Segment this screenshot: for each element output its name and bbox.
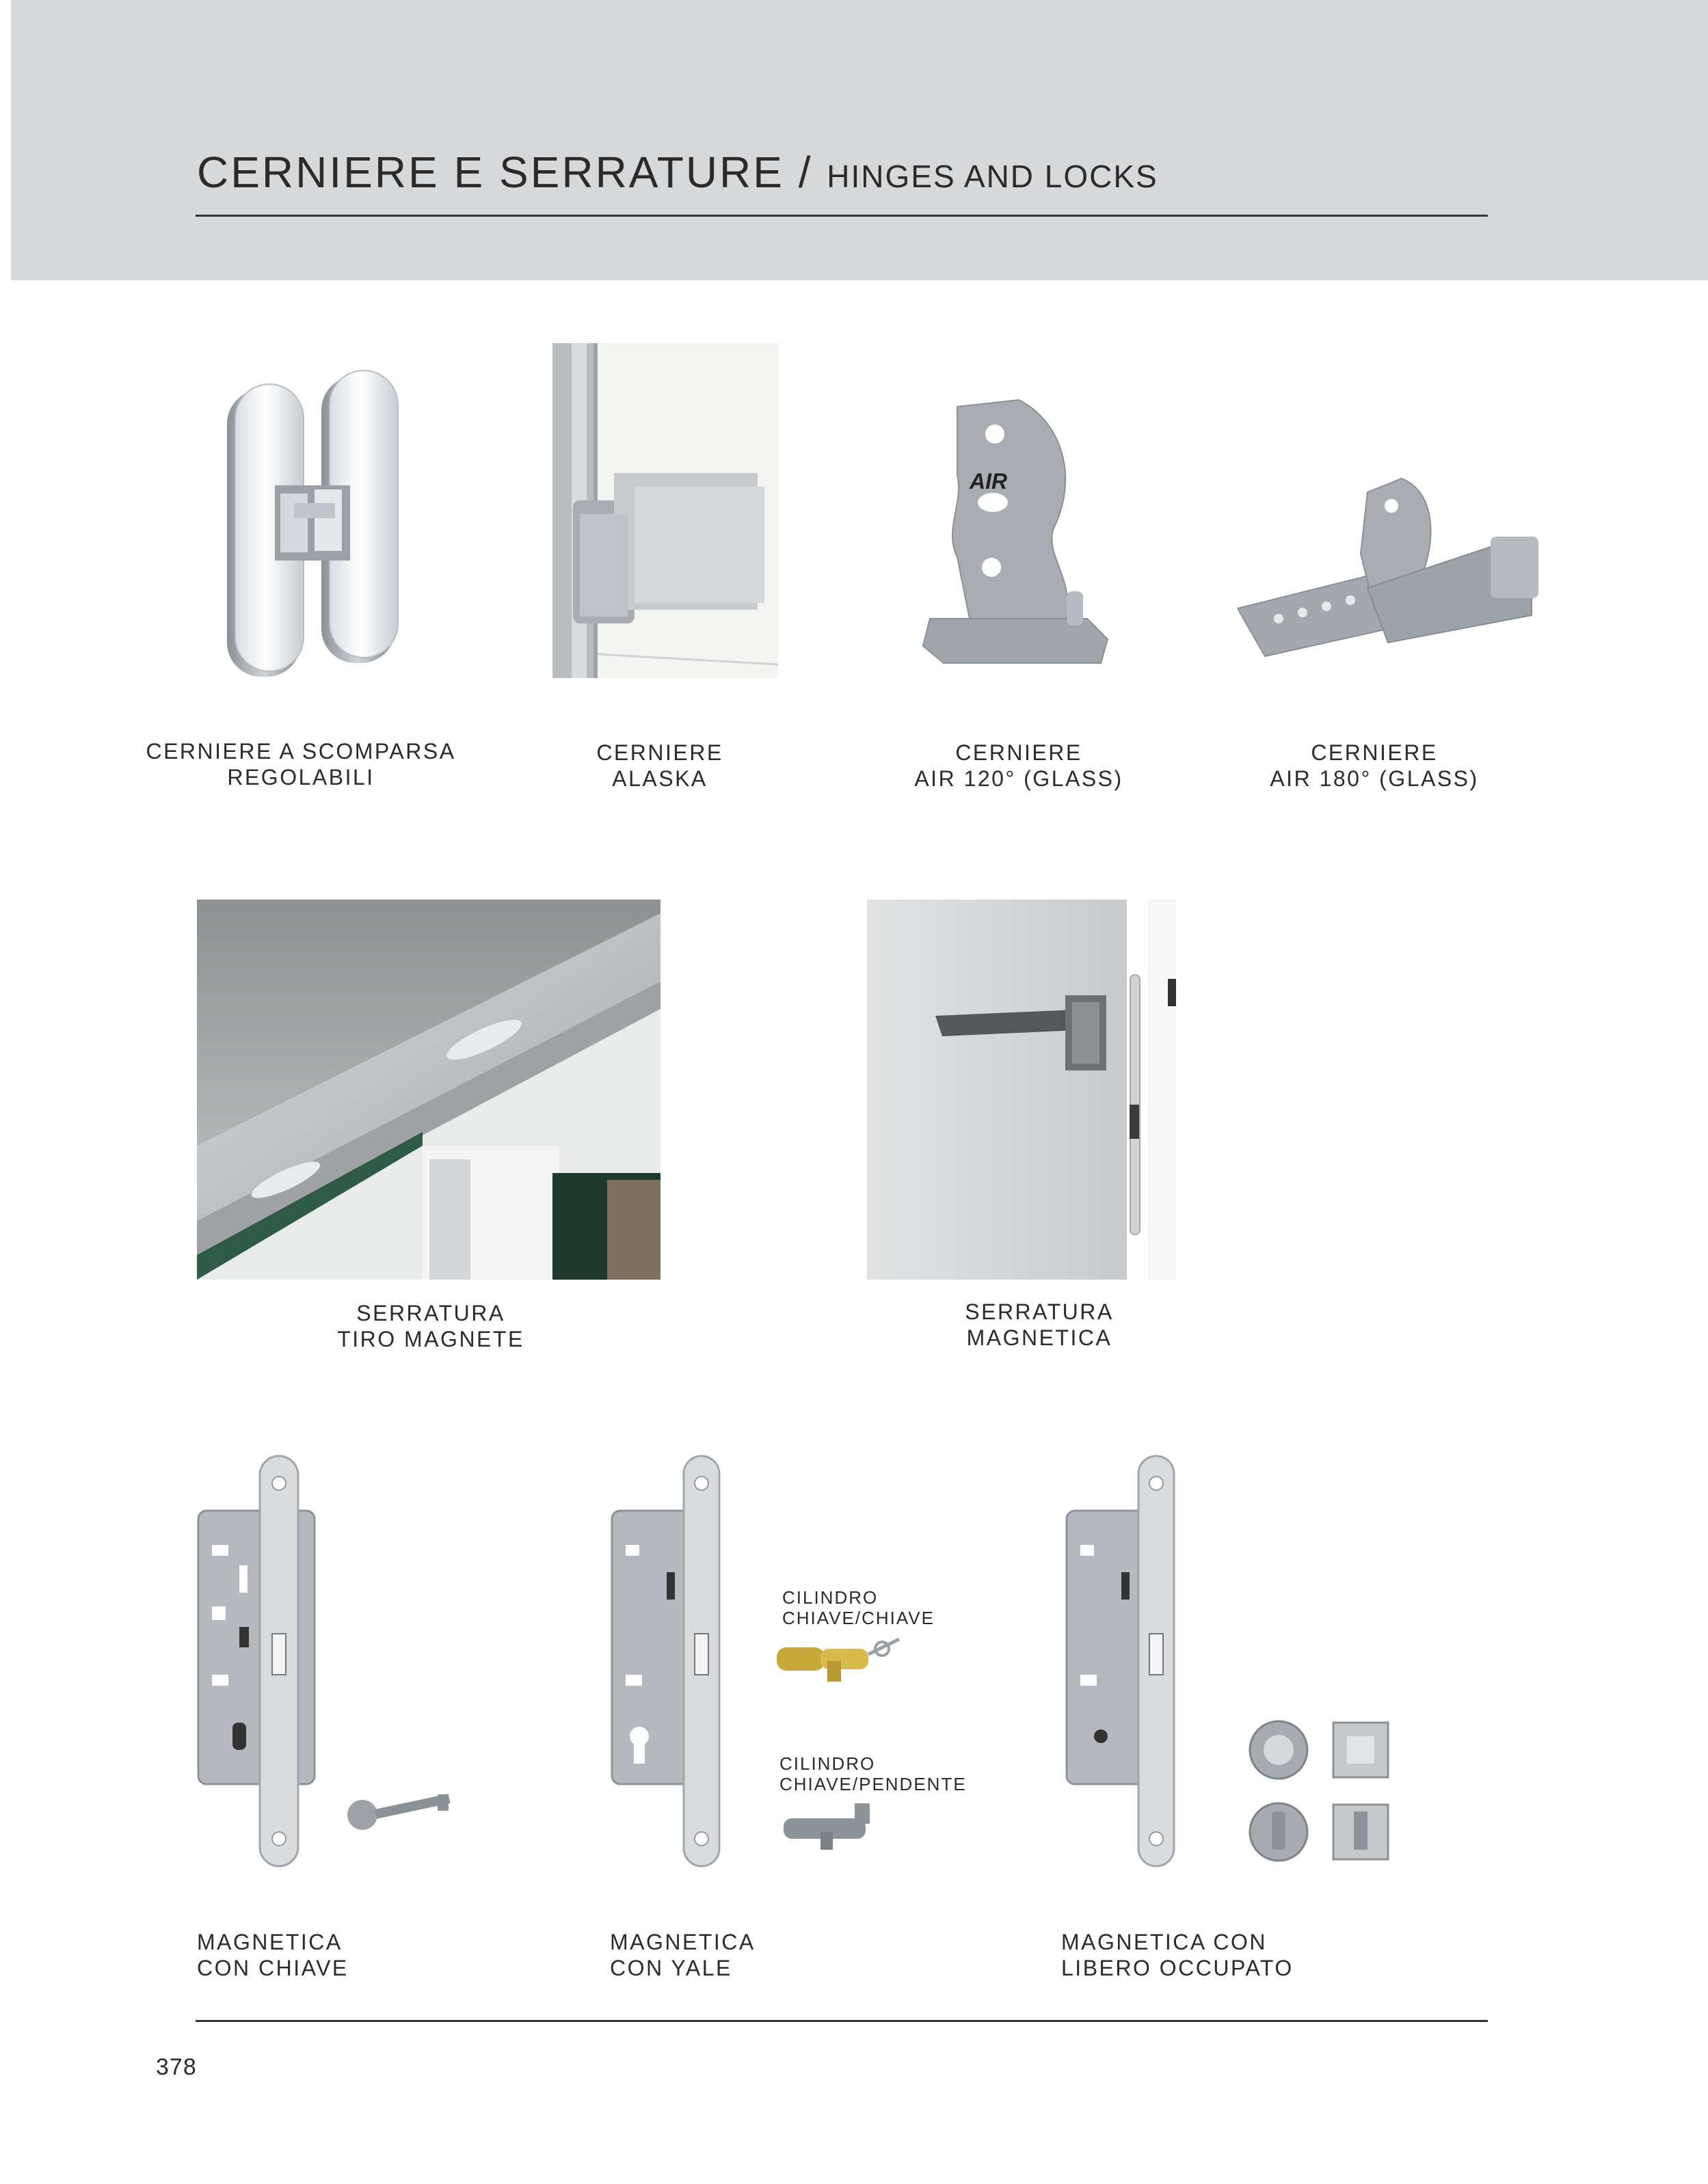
lock-con-chiave-image xyxy=(191,1449,465,1873)
header-rule xyxy=(196,215,1488,217)
title-sub: HINGES AND LOCKS xyxy=(827,159,1158,194)
hinge-alaska-image xyxy=(552,343,778,678)
footer-rule xyxy=(196,2020,1488,2022)
lock-tiro-magnete-image xyxy=(197,900,660,1280)
caption-magnetica-libero-occupato: MAGNETICA CON LIBERO OCCUPATO xyxy=(1061,1930,1294,1980)
caption-hinge-air-120: CERNIERE AIR 120° (GLASS) xyxy=(914,740,1123,791)
air-label: AIR xyxy=(970,469,1008,494)
caption-cilindro-chiave-chiave: CILINDRO CHIAVE/CHIAVE xyxy=(782,1587,935,1628)
lock-magnetica-image xyxy=(867,900,1176,1280)
page-title xyxy=(197,145,1158,204)
lock-libero-occupato-image xyxy=(1060,1449,1197,1873)
caption-hinge-alaska: CERNIERE ALASKA xyxy=(596,740,723,791)
page-number: 378 xyxy=(156,2054,197,2080)
caption-hinge-air-180: CERNIERE AIR 180° (GLASS) xyxy=(1270,740,1479,791)
caption-hinge-concealed: CERNIERE A SCOMPARSA REGOLABILI xyxy=(146,739,456,790)
caption-serratura-magnetica: SERRATURA MAGNETICA xyxy=(965,1299,1114,1350)
caption-cilindro-chiave-pendente: CILINDRO CHIAVE/PENDENTE xyxy=(779,1753,967,1794)
thumbturn-set-image xyxy=(1244,1716,1395,1866)
hinge-air-120-image xyxy=(916,393,1121,680)
lock-con-yale-image xyxy=(605,1449,742,1873)
header-band xyxy=(11,0,1708,280)
caption-serratura-tiro-magnete: SERRATURA TIRO MAGNETE xyxy=(337,1301,524,1351)
caption-magnetica-con-chiave: MAGNETICA CON CHIAVE xyxy=(197,1930,349,1980)
hinge-air-180-image xyxy=(1238,472,1545,663)
cylinder-chiave-chiave-image xyxy=(773,1634,903,1688)
title-main: CERNIERE E SERRATURE / xyxy=(197,148,813,197)
caption-magnetica-con-yale: MAGNETICA CON YALE xyxy=(610,1930,756,1980)
cylinder-chiave-pendente-image xyxy=(779,1798,875,1852)
hinge-concealed-image xyxy=(212,369,403,684)
